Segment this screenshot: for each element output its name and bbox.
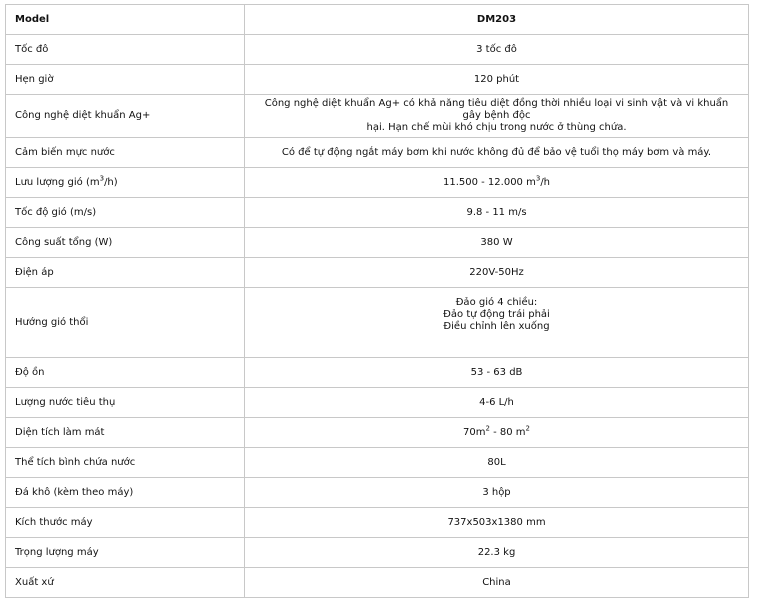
table-row bbox=[6, 418, 749, 448]
row-label: Hẹn giờ bbox=[6, 65, 245, 95]
table-row bbox=[6, 198, 749, 228]
value-line: Đảo tự động trái phải bbox=[443, 309, 550, 320]
row-label: Kích thước máy bbox=[6, 508, 245, 538]
row-label bbox=[6, 168, 245, 198]
value-line: Đảo gió 4 chiều: bbox=[455, 297, 538, 308]
row-label: Lượng nước tiêu thụ bbox=[6, 388, 245, 418]
table-row bbox=[6, 95, 749, 138]
value-text: 70m bbox=[462, 426, 486, 438]
table-row bbox=[6, 35, 749, 65]
table-row bbox=[6, 358, 749, 388]
table-row bbox=[6, 288, 749, 358]
row-label: Cảm biến mực nước bbox=[6, 138, 245, 168]
row-label: Xuất xứ bbox=[6, 568, 245, 598]
table-row bbox=[6, 388, 749, 418]
row-label: Tốc độ gió (m/s) bbox=[6, 198, 245, 228]
table-row bbox=[6, 538, 749, 568]
table-row bbox=[6, 138, 749, 168]
header-label: Model bbox=[6, 5, 245, 35]
table-row bbox=[6, 478, 749, 508]
label-text: Lưu lượng gió (m bbox=[15, 176, 100, 188]
row-label: Trọng lượng máy bbox=[6, 538, 245, 568]
row-value: 3 tốc đô bbox=[245, 35, 749, 65]
table-row bbox=[6, 258, 749, 288]
row-label: Tốc đô bbox=[6, 35, 245, 65]
row-label: Hướng gió thổi bbox=[6, 288, 245, 358]
table-header-row bbox=[6, 5, 749, 35]
value-text: 11.500 - 12.000 m bbox=[442, 176, 536, 188]
table-row bbox=[6, 568, 749, 598]
row-value: 22.3 kg bbox=[245, 538, 749, 568]
spec-table bbox=[5, 4, 749, 598]
row-value: 80L bbox=[245, 448, 749, 478]
row-value: 3 hộp bbox=[245, 478, 749, 508]
row-label: Công nghệ diệt khuẩn Ag+ bbox=[6, 95, 245, 138]
value-line: hại. Hạn chế mùi khó chịu trong nước ở thùng chứa. bbox=[366, 122, 627, 133]
row-value: 9.8 - 11 m/s bbox=[245, 198, 749, 228]
label-text: /h) bbox=[104, 176, 118, 188]
value-superscript: 2 bbox=[485, 424, 490, 433]
value-superscript: 2 bbox=[525, 424, 531, 433]
row-label: Đá khô (kèm theo máy) bbox=[6, 478, 245, 508]
row-value bbox=[245, 95, 749, 138]
table-row bbox=[6, 228, 749, 258]
table-row bbox=[6, 65, 749, 95]
value-line: Điều chỉnh lên xuống bbox=[443, 321, 550, 332]
row-label: Công suất tổng (W) bbox=[6, 228, 245, 258]
row-value bbox=[245, 288, 749, 358]
row-value: 4-6 L/h bbox=[245, 388, 749, 418]
row-value bbox=[245, 168, 749, 198]
row-value bbox=[245, 418, 749, 448]
row-label: Diện tích làm mát bbox=[6, 418, 245, 448]
value-superscript: 3 bbox=[535, 174, 541, 183]
header-value: DM203 bbox=[245, 5, 749, 35]
row-label: Thể tích bình chứa nước bbox=[6, 448, 245, 478]
table-row bbox=[6, 448, 749, 478]
row-label: Độ ồn bbox=[6, 358, 245, 388]
row-label: Điện áp bbox=[6, 258, 245, 288]
row-value: 380 W bbox=[245, 228, 749, 258]
value-text: /h bbox=[540, 176, 551, 188]
label-superscript: 3 bbox=[99, 174, 105, 183]
row-value: 737x503x1380 mm bbox=[245, 508, 749, 538]
table-row bbox=[6, 508, 749, 538]
row-value: 53 - 63 dB bbox=[245, 358, 749, 388]
table-row bbox=[6, 168, 749, 198]
row-value: China bbox=[245, 568, 749, 598]
value-line: Công nghệ diệt khuẩn Ag+ có khả năng tiêu diệt đồng thời nhiều loại vi sinh vật và vi khuẩn gây bệnh độc bbox=[264, 98, 729, 121]
row-value: 220V-50Hz bbox=[245, 258, 749, 288]
row-value: Có để tự động ngắt máy bơm khi nước không đủ để bảo vệ tuổi thọ máy bơm và máy. bbox=[245, 138, 749, 168]
row-value: 120 phút bbox=[245, 65, 749, 95]
value-text: - 80 m bbox=[489, 426, 526, 438]
